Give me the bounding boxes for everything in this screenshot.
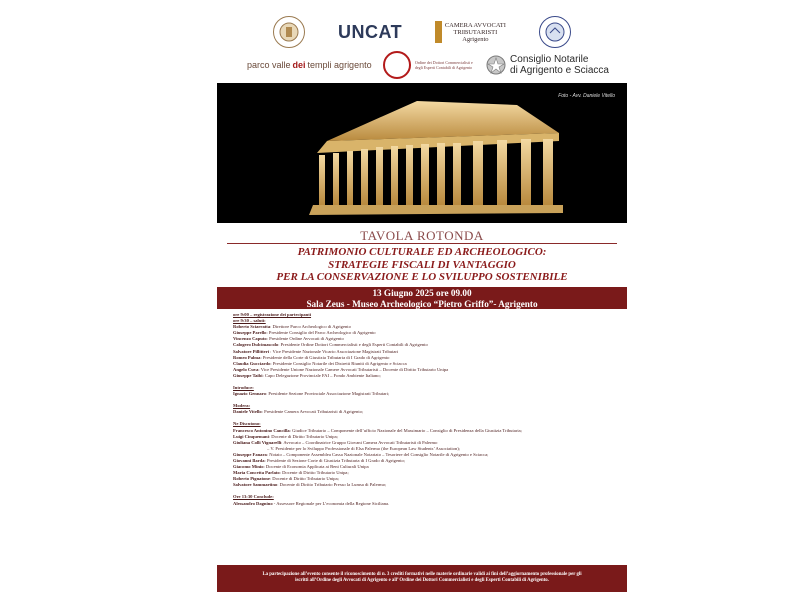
notai-line-2: di Agrigento e Sciacca	[510, 65, 609, 76]
credits-footer: La partecipazione all’evento consente il riconoscimento di n. 3 crediti formativi nelle materie ordinarie validi ai fini dell’aggiornamento professionale per gli iscritti all’Ordine degli Avvocati di Agrigento e all’ Ordine dei Dottori Commercialisti e degli Esperti Contabili di Agrigento.	[217, 565, 627, 592]
consiglio-notarile-logo	[486, 53, 609, 77]
program-registration: ore 9:00 – registrazione dei partecipanti	[233, 312, 312, 317]
speaker-role: : Docente di Diritto Tributario Unipa;	[279, 470, 349, 476]
event-title	[217, 246, 627, 284]
odcec-logo	[383, 51, 475, 79]
speaker-name: Maria Concetta Parlato	[233, 470, 280, 476]
speaker-role: : Giudice Tributario – Componente dell’ufficio Nazionale del Massimario – Consiglio di Presidenza della Giustizia Tributaria;	[289, 427, 522, 433]
speaker-name: Roberto Pignatone	[233, 476, 270, 482]
program-saluti-heading: ore 9:30 – saluti:	[233, 318, 266, 324]
program-intro-heading: Introduce:	[233, 385, 254, 391]
speaker-role: : Docente di Diritto Tributario Unipa;	[269, 476, 339, 482]
speaker-name: Salvatore Sammartino	[233, 482, 278, 488]
logos-top-row	[217, 12, 627, 52]
program-moderator-heading: Modera:	[233, 403, 251, 409]
parco-logo-text-b: templi agrigento	[307, 60, 372, 70]
speaker-name: Giacomo Minio	[233, 464, 264, 470]
speaker-name: Roberto Sciarratta	[233, 324, 271, 330]
tavola-rotonda-heading: TAVOLA ROTONDA	[360, 228, 484, 243]
speaker-name: Luigi Cinquemani	[233, 433, 269, 439]
camera-logo-line-2: TRIBUTARISTI	[453, 28, 498, 36]
date-venue-bar	[217, 287, 627, 309]
title-line-2: STRATEGIE FISCALI DI VANTAGGIO	[328, 258, 516, 271]
speaker-name: Giovanni Ilarda	[233, 457, 265, 463]
speaker-role: : Docente di Diritto Tributario Unipa;	[268, 433, 338, 439]
speaker-name: Giuseppe Taibi	[233, 372, 263, 378]
odcec-ring-icon	[383, 51, 411, 79]
camera-logo-line-3: Agrigento	[462, 35, 489, 43]
parco-logo-text-a: parco valle	[247, 60, 291, 70]
speaker-name: Giuliana Colli Vignarelli	[233, 439, 282, 445]
moderator-speaker: Daniele Vitello: Presidente Camera Avvocati Tributaristi di Agrigento;	[233, 409, 364, 415]
event-date: 13 Giugno 2025 ore 09.00	[372, 288, 472, 298]
notai-line-1: Consiglio Notarile	[510, 54, 589, 65]
divider-rule	[227, 243, 617, 244]
repubblica-emblem-icon	[486, 53, 506, 77]
speaker-role: – V. Presidente per lo Sviluppo Professionale di Elsa Palermo (the European Law Students’ Association);	[267, 445, 461, 451]
camera-logo-line-1: CAMERA AVVOCATI	[444, 21, 506, 29]
saluti-list	[233, 324, 623, 379]
flyer-page	[217, 8, 627, 592]
speaker-name: Giuseppe Parello	[233, 330, 267, 336]
temple-illustration	[217, 83, 627, 223]
speaker-role: : Presidente Ordine Dottori Commercialisti e degli Esperti Contabili di Agrigento	[278, 342, 428, 348]
program-conclusion-heading: Ore 13:30 Conclude:	[233, 494, 274, 500]
logos-bottom-row	[217, 48, 627, 82]
speaker-role: : Direttore Parco Archeologico di Agrigento	[270, 324, 351, 330]
speaker-role: : Vice Presidente Nazionale Vicario Associazione Magistrati Tributari	[269, 348, 399, 354]
camera-avvocati-logo	[435, 21, 506, 43]
speaker-name: Angelo Cuva	[233, 366, 259, 372]
title-line-3: PER LA CONSERVAZIONE E LO SVILUPPO SOSTENIBILE	[276, 271, 568, 283]
uncat-logo: UNCAT	[338, 21, 403, 42]
speaker-role: : Presidente di Sezione Corte di Giustizia Tributaria di I Grado di Agrigento;	[264, 457, 406, 463]
title-line-1: PATRIMONIO CULTURALE ED ARCHEOLOGICO:	[297, 246, 547, 258]
ordine-avvocati-seal-icon	[273, 16, 305, 48]
odcec-logo-text: Ordine dei Dottori Commercialisti e degli Esperti Contabili di Agrigento	[414, 60, 473, 70]
temple-photo	[217, 83, 627, 223]
speaker-role: : Notaio – Componente Assemblea Cassa Nazionale Notariato – Tesoriere del Consiglio Notarile di Agrigento e Sciacca;	[266, 451, 489, 457]
camera-logo-bar-icon	[435, 21, 442, 43]
speaker-name: Vincenzo Caputo	[233, 336, 267, 342]
parco-logo-dei: dei	[292, 60, 306, 70]
speaker-role: : Vice Presidente Unione Nazionale Camere Avvocati Tributaristi – Docente di Diritto Tributario Unipa	[258, 366, 449, 372]
speaker-role: : Capo Delegazione Provinciale FAI – Fondo Ambiente Italiano;	[262, 372, 381, 378]
speaker-name: Calogero Dulcimascolo	[233, 342, 279, 348]
speaker-role: : Docente di Economia Applicata ai Beni Culturali Unipa	[263, 464, 369, 470]
photo-credit: Foto - Avv. Daniele Vitello	[558, 93, 615, 99]
speaker-name: Francesco Antonino Cancilla	[233, 427, 290, 433]
event-venue: Sala Zeus - Museo Archeologico “Pietro Griffo”- Agrigento	[306, 298, 538, 309]
conclusion-speaker: Alessandro Dagnino - Assessore Regionale per L’economia della Regione Siciliana.	[233, 500, 390, 506]
speaker-role: : Presidente Consiglio Notarile dei Distretti Riuniti di Agrigento e Sciacca	[270, 360, 407, 366]
magistrati-seal-icon	[539, 16, 571, 48]
speaker-name: Giuseppe Fanara	[233, 451, 267, 457]
parco-valle-templi-logo	[247, 60, 372, 70]
speaker-name: Salvatore Pillitteri	[233, 348, 270, 354]
speaker-role: : Avvocato – Coordinatrice Gruppo Giovani Camera Avvocati Tributaristi di Palermo	[281, 439, 438, 445]
program-discussants-heading: Ne Discutono:	[233, 421, 261, 427]
speaker-role: : Presidente Consiglio del Parco Archeologico di Agrigento	[266, 330, 376, 336]
speaker-name: Claudia Gucciardo	[233, 360, 271, 366]
speaker-name: Romeo Palma	[233, 354, 261, 360]
speaker-role: : Docente di Diritto Tributario Presso la Lumsa di Palermo;	[277, 482, 387, 488]
speaker-role: : Presidente della Corte di Giustizia Tributaria di I Grado di Agrigento	[260, 354, 390, 360]
speaker-role: : Presidente Ordine Avvocati di Agrigento	[266, 336, 344, 342]
intro-speaker: Ignazio Gennaro: Presidente Sezione Provinciale Associazione Magistrati Tributari;	[233, 391, 390, 397]
discussants-list	[233, 428, 623, 489]
program-list	[233, 312, 623, 507]
